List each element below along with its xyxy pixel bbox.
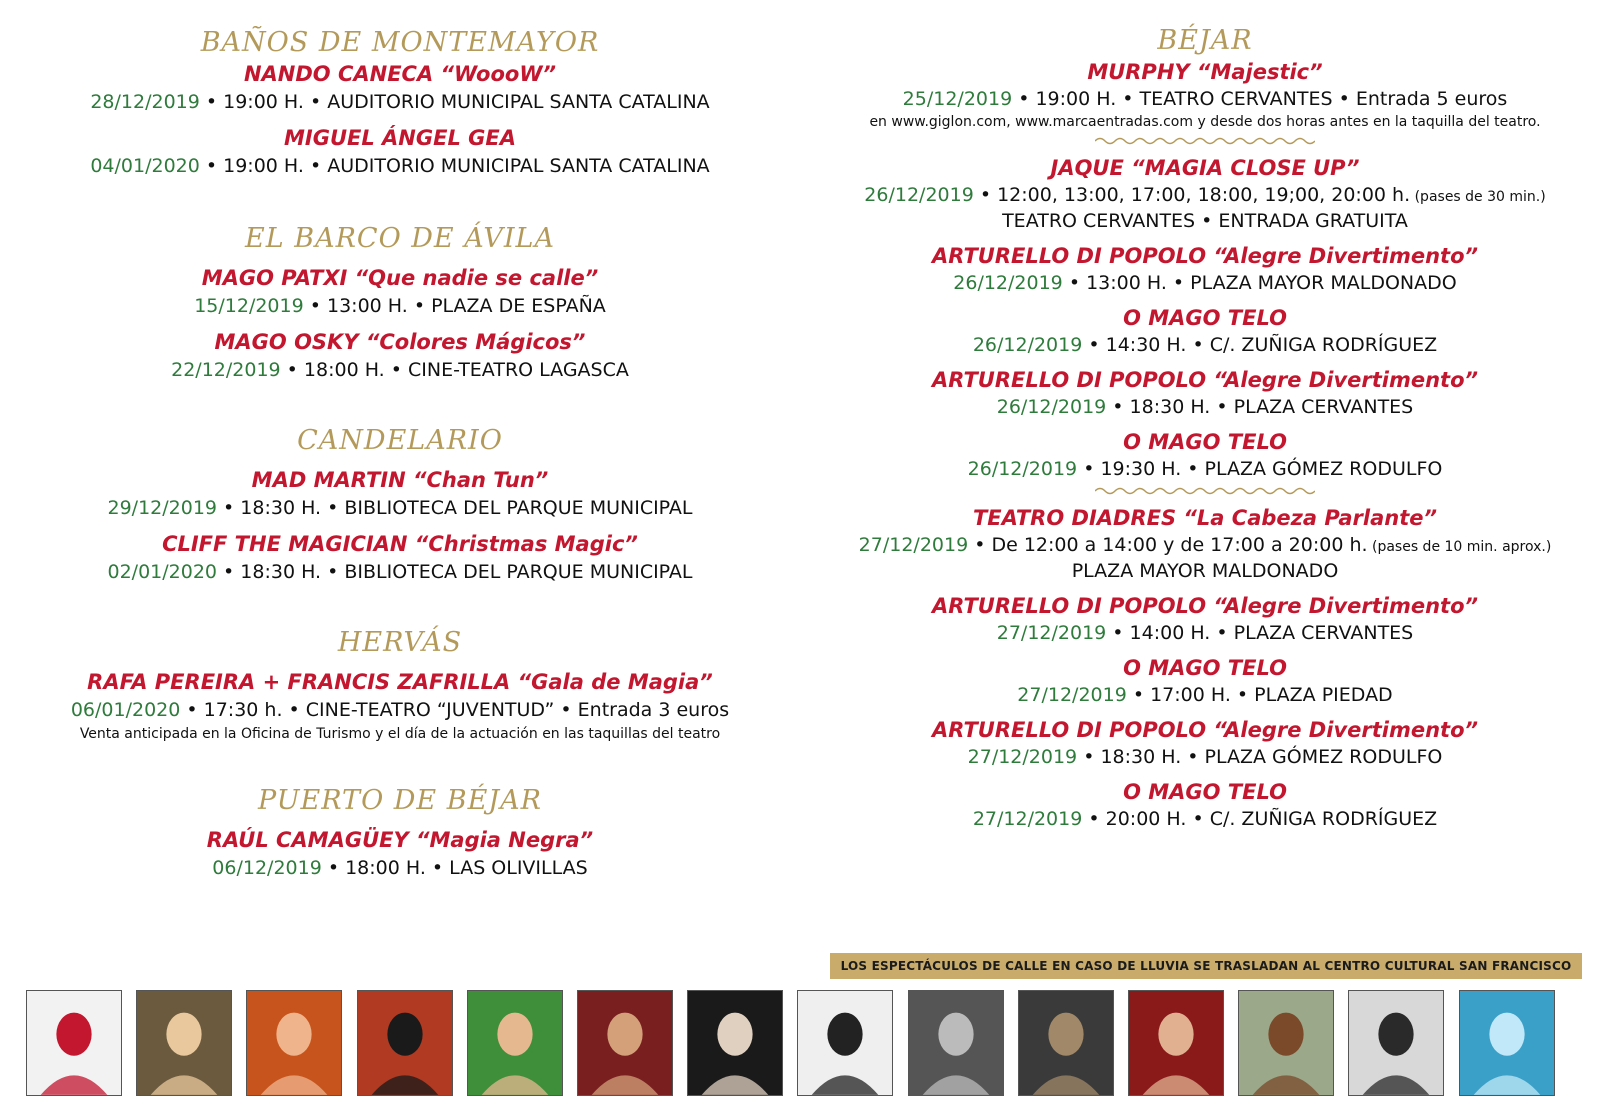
- show-date: 26/12/2019: [953, 272, 1063, 294]
- show-details: • 18:30 H. • BIBLIOTECA DEL PARQUE MUNICIPAL: [217, 497, 693, 519]
- show-details: • 19:30 H. • PLAZA GÓMEZ RODULFO: [1077, 458, 1443, 480]
- show-info: [820, 532, 1590, 558]
- show-info: [15, 494, 785, 522]
- show-venue: PLAZA MAYOR MALDONADO: [1071, 560, 1339, 582]
- show-title: O MAGO TELO: [1123, 430, 1287, 454]
- show-title: RAÚL CAMAGÜEY “Magia Negra”: [206, 828, 594, 852]
- show-title: NANDO CANECA “WoooW”: [243, 62, 557, 86]
- show-title: MAD MARTIN “Chan Tun”: [251, 468, 549, 492]
- show-details: • 20:00 H. • C/. ZUÑIGA RODRÍGUEZ: [1082, 808, 1438, 830]
- town-title-banos: BAÑOS DE MONTEMAYOR: [200, 27, 600, 58]
- show-info: [820, 456, 1590, 482]
- show-details: • 12:00, 13:00, 17:00, 18:00, 19;00, 20:00 h.: [973, 184, 1411, 206]
- show-info: [15, 292, 785, 320]
- town-title-puerto: PUERTO DE BÉJAR: [258, 785, 542, 816]
- show-date: 26/12/2019: [972, 334, 1083, 356]
- performer-photo: [577, 990, 673, 1096]
- show-info: [15, 558, 785, 586]
- show-details: • 19:00 H. • TEATRO CERVANTES • Entrada 5 euros: [1012, 88, 1508, 110]
- show-details: • 17:30 h. • CINE-TEATRO “JUVENTUD” • Entrada 3 euros: [180, 699, 730, 721]
- performer-photo: [357, 990, 453, 1096]
- show-small-note: (pases de 10 min. aprox.): [1367, 539, 1552, 555]
- show-date: 27/12/2019: [972, 808, 1083, 830]
- show-info: [820, 682, 1590, 708]
- show-title: ARTURELLO DI POPOLO “Alegre Divertimento”: [931, 368, 1479, 392]
- show-title: O MAGO TELO: [1123, 780, 1287, 804]
- show-info: [820, 332, 1590, 358]
- show-details: • 14:30 H. • C/. ZUÑIGA RODRÍGUEZ: [1082, 334, 1438, 356]
- show-title: MIGUEL ÁNGEL GEA: [284, 126, 516, 150]
- show-details: • De 12:00 a 14:00 y de 17:00 a 20:00 h.: [968, 534, 1368, 556]
- performer-photo: [797, 990, 893, 1096]
- show-info: [15, 88, 785, 116]
- show-info: [15, 696, 785, 724]
- show-info: [820, 620, 1590, 646]
- performer-photo: [1459, 990, 1555, 1096]
- town-title-barco: EL BARCO DE ÁVILA: [245, 223, 555, 254]
- performer-photo: [26, 990, 122, 1096]
- show-small-note: (pases de 30 min.): [1410, 189, 1546, 205]
- show-info: [820, 744, 1590, 770]
- show-title: O MAGO TELO: [1123, 656, 1287, 680]
- town-title-hervas: HERVÁS: [337, 627, 463, 658]
- show-details: • 19:00 H. • AUDITORIO MUNICIPAL SANTA CATALINA: [199, 91, 710, 113]
- performer-photo: [687, 990, 783, 1096]
- show-date: 27/12/2019: [996, 622, 1107, 644]
- show-date: 26/12/2019: [996, 396, 1107, 418]
- show-info: [820, 182, 1590, 208]
- show-details: • 18:00 H. • CINE-TEATRO LAGASCA: [280, 359, 629, 381]
- show-date: 02/01/2020: [107, 561, 217, 583]
- show-title: ARTURELLO DI POPOLO “Alegre Divertimento”: [931, 718, 1479, 742]
- show-details: • 13:00 H. • PLAZA MAYOR MALDONADO: [1062, 272, 1457, 294]
- performer-photo-strip: [26, 990, 1580, 1098]
- show-details: • 14:00 H. • PLAZA CERVANTES: [1106, 622, 1414, 644]
- show-title: ARTURELLO DI POPOLO “Alegre Divertimento”: [931, 594, 1479, 618]
- performer-photo: [1348, 990, 1444, 1096]
- wavy-divider: [1095, 136, 1315, 146]
- show-details: • 19:00 H. • AUDITORIO MUNICIPAL SANTA CATALINA: [199, 155, 710, 177]
- show-title: CLIFF THE MAGICIAN “Christmas Magic”: [162, 532, 638, 556]
- show-date: 27/12/2019: [858, 534, 969, 556]
- show-date: 22/12/2019: [171, 359, 281, 381]
- show-title: MURPHY “Majestic”: [1087, 60, 1323, 84]
- show-details: • 13:00 H. • PLAZA DE ESPAÑA: [303, 295, 606, 317]
- show-date: 04/01/2020: [90, 155, 200, 177]
- show-details: • 18:30 H. • PLAZA CERVANTES: [1106, 396, 1414, 418]
- performer-photo: [136, 990, 232, 1096]
- show-info: [15, 854, 785, 882]
- town-title-bejar: BÉJAR: [1157, 25, 1253, 56]
- show-title: TEATRO DIADRES “La Cabeza Parlante”: [972, 506, 1438, 530]
- show-title: MAGO PATXI “Que nadie se calle”: [201, 266, 599, 290]
- show-title: RAFA PEREIRA + FRANCIS ZAFRILLA “Gala de Magia”: [87, 670, 713, 694]
- right-column: [820, 0, 1590, 832]
- show-date: 06/12/2019: [212, 857, 322, 879]
- performer-photo: [246, 990, 342, 1096]
- show-info: [15, 152, 785, 180]
- show-info: [820, 394, 1590, 420]
- show-date: 26/12/2019: [967, 458, 1078, 480]
- show-info: [820, 86, 1590, 112]
- show-date: 26/12/2019: [864, 184, 974, 206]
- show-info: [15, 356, 785, 384]
- show-info: [820, 270, 1590, 296]
- show-date: 15/12/2019: [194, 295, 304, 317]
- show-date: 28/12/2019: [90, 91, 200, 113]
- show-venue: TEATRO CERVANTES • ENTRADA GRATUITA: [1002, 210, 1408, 232]
- wavy-divider: [1095, 486, 1315, 496]
- show-title: O MAGO TELO: [1123, 306, 1287, 330]
- show-details: • 18:30 H. • BIBLIOTECA DEL PARQUE MUNICIPAL: [217, 561, 693, 583]
- show-title: MAGO OSKY “Colores Mágicos”: [214, 330, 586, 354]
- performer-photo: [1238, 990, 1334, 1096]
- show-date: 06/01/2020: [70, 699, 181, 721]
- performer-photo: [1128, 990, 1224, 1096]
- show-date: 27/12/2019: [1017, 684, 1127, 706]
- show-details: • 17:00 H. • PLAZA PIEDAD: [1126, 684, 1393, 706]
- show-date: 29/12/2019: [107, 497, 217, 519]
- show-title: JAQUE “MAGIA CLOSE UP”: [1050, 156, 1360, 180]
- show-details: • 18:00 H. • LAS OLIVILLAS: [321, 857, 588, 879]
- rain-notice-banner: LOS ESPECTÁCULOS DE CALLE EN CASO DE LLUVIA SE TRASLADAN AL CENTRO CULTURAL SAN FRANCISCO: [830, 953, 1582, 979]
- show-info: [820, 806, 1590, 832]
- performer-photo: [908, 990, 1004, 1096]
- show-date: 25/12/2019: [902, 88, 1013, 110]
- show-note: en www.giglon.com, www.marcaentradas.com y desde dos horas antes en la taquilla del teatro.: [869, 114, 1541, 130]
- show-date: 27/12/2019: [967, 746, 1078, 768]
- left-column: [15, 0, 785, 882]
- show-note: Venta anticipada en la Oficina de Turismo y el día de la actuación en las taquillas del teatro: [79, 726, 721, 742]
- show-details: • 18:30 H. • PLAZA GÓMEZ RODULFO: [1077, 746, 1443, 768]
- performer-photo: [1018, 990, 1114, 1096]
- show-title: ARTURELLO DI POPOLO “Alegre Divertimento”: [931, 244, 1479, 268]
- town-title-candelario: CANDELARIO: [297, 425, 503, 456]
- performer-photo: [467, 990, 563, 1096]
